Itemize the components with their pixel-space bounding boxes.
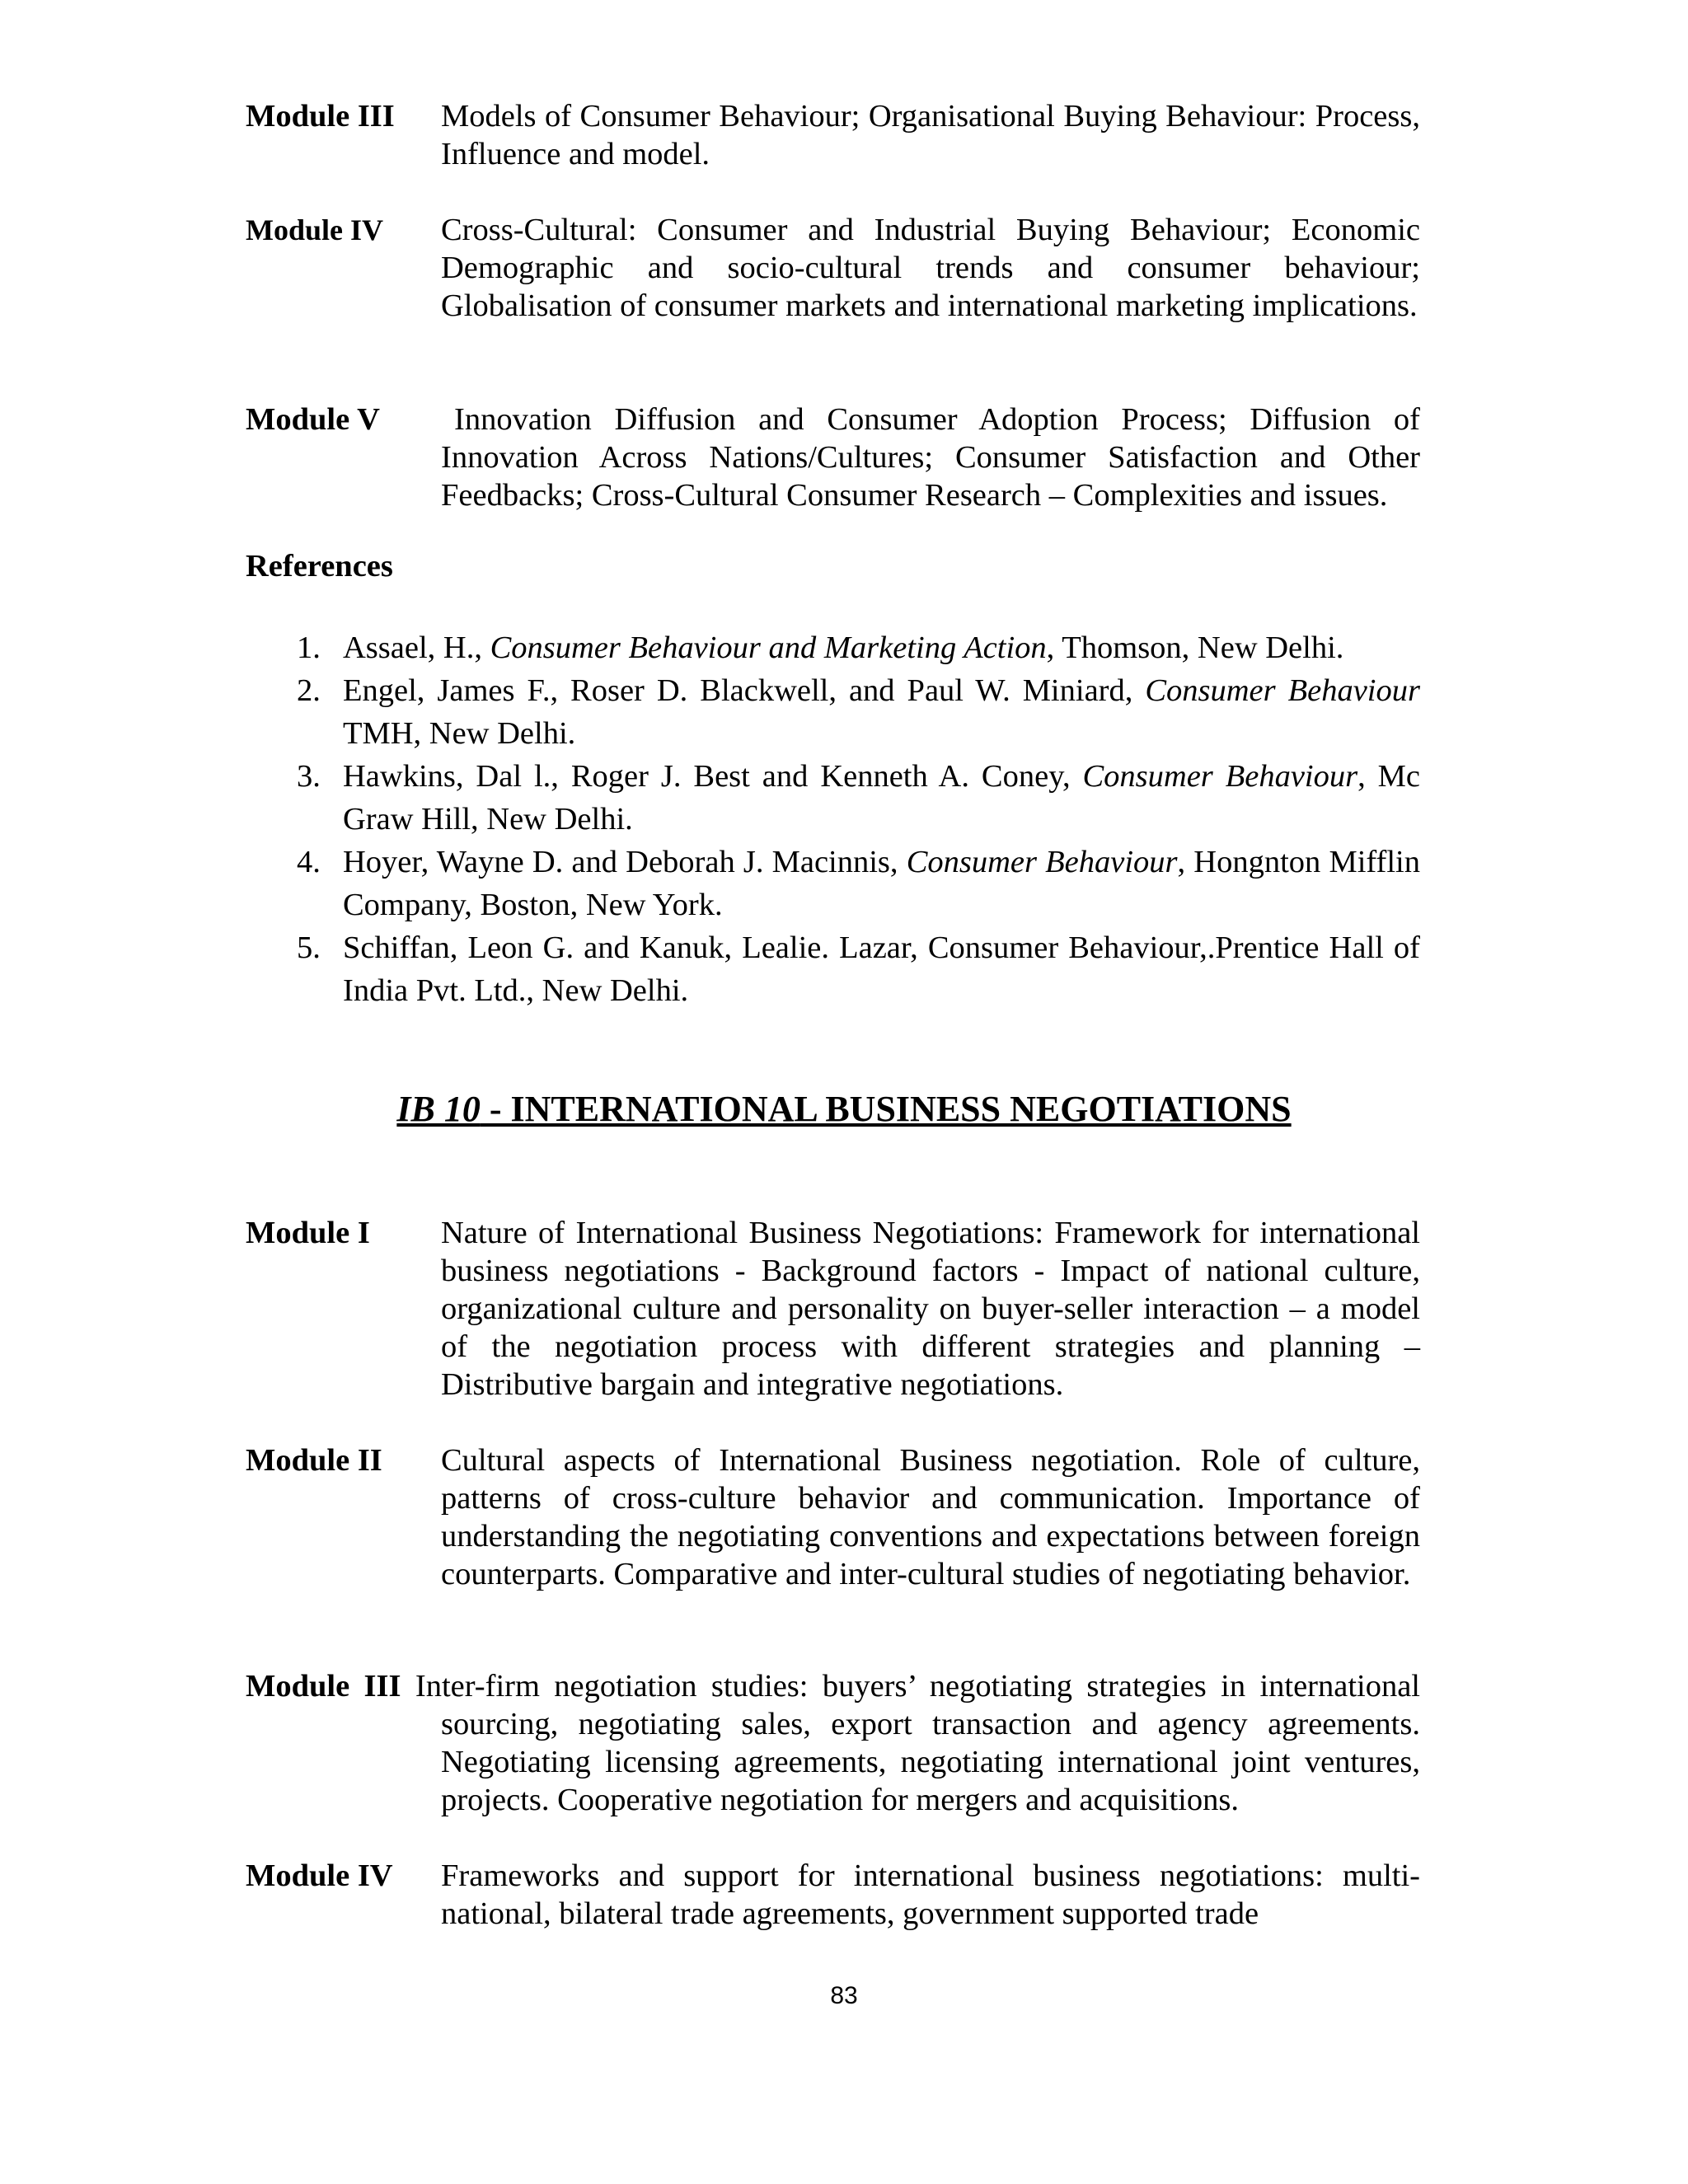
course-code: IB 10: [396, 1089, 481, 1129]
module-label: Module III: [246, 99, 395, 134]
reference-title: Consumer Behaviour and Marketing Action: [490, 630, 1047, 665]
module-label: Module IV: [246, 213, 384, 246]
reference-item: [297, 926, 1420, 1012]
module-i: [246, 1214, 1420, 1404]
course-separator: -: [480, 1089, 511, 1129]
reference-number: 5.: [297, 930, 321, 965]
reference-authors: Assael, H.,: [343, 630, 490, 665]
module-iv: [246, 1857, 1420, 1933]
reference-number: 2.: [297, 673, 321, 708]
reference-title: Consumer Behaviour: [1082, 759, 1358, 794]
module-label: Module III: [246, 1669, 401, 1704]
course-name: INTERNATIONAL BUSINESS NEGOTIATIONS: [510, 1089, 1292, 1129]
module-text: Frameworks and support for international business negotiations: multi-national, bilateral trade agreements, government supported trade: [441, 1858, 1420, 1931]
reference-number: 1.: [297, 630, 321, 665]
reference-authors: Schiffan, Leon G. and Kanuk, Lealie. Lazar, Consumer Behaviour,.Prentice Hall of India Pvt. Ltd., New Delhi.: [343, 930, 1420, 1008]
references-heading: References: [246, 549, 393, 583]
references-list: [297, 626, 1420, 1012]
module-text: Innovation Diffusion and Consumer Adoption Process; Diffusion of Innovation Across Nations/Cultures; Consumer Satisfaction and Other Feedbacks; Cross-Cultural Consumer Research – Complexities and issues.: [441, 402, 1420, 513]
module-text: Cultural aspects of International Business negotiation. Role of culture, patterns of cross-culture behavior and communication. Importance of understanding the negotiating conventions and expectations between foreign counterparts. Comparative and inter-cultural studies of negotiating behavior.: [441, 1443, 1420, 1591]
reference-authors: Hawkins, Dal l., Roger J. Best and Kenneth A. Coney,: [343, 759, 1083, 794]
reference-publisher: , Thomson, New Delhi.: [1046, 630, 1344, 665]
reference-title: Consumer Behaviour: [1145, 673, 1420, 708]
prev-module-v: [246, 401, 1420, 514]
reference-item: [297, 841, 1420, 926]
reference-publisher: , Mc Graw Hill, New Delhi.: [343, 759, 1420, 837]
module-iii: [246, 1667, 1420, 1819]
module-text: Inter-firm negotiation studies: buyers’ negotiating strategies in international sourcing, negotiating sales, export transaction and agency agreements. Negotiating licensing agreements, negotiating international joint ventures, projects. Cooperative negotiation for mergers and acquisitions.: [415, 1669, 1421, 1817]
reference-authors: Hoyer, Wayne D. and Deborah J. Macinnis,: [343, 845, 907, 879]
module-label: Module IV: [246, 1858, 393, 1893]
reference-number: 4.: [297, 845, 321, 879]
reference-publisher: TMH, New Delhi.: [343, 716, 576, 751]
module-label: Module I: [246, 1216, 370, 1250]
reference-item: [297, 669, 1420, 755]
module-label: Module V: [246, 402, 380, 437]
module-label: Module II: [246, 1443, 382, 1478]
module-text: Cross-Cultural: Consumer and Industrial Buying Behaviour; Economic Demographic and socio-cultural trends and consumer behaviour; Globalisation of consumer markets and international marketing implications.: [441, 213, 1420, 323]
module-text: Nature of International Business Negotiations: Framework for international business negotiations - Background factors - Impact of national culture, organizational culture and personality on buyer-seller interaction – a model of the negotiation process with different strategies and planning – Distributive bargain and integrative negotiations.: [441, 1216, 1420, 1402]
module-ii: [246, 1441, 1420, 1593]
prev-module-iv: [246, 211, 1420, 325]
reference-number: 3.: [297, 759, 321, 794]
reference-title: Consumer Behaviour: [906, 845, 1178, 879]
page-number: 83: [830, 1982, 858, 2009]
reference-item: [297, 626, 1420, 669]
reference-item: [297, 755, 1420, 841]
reference-authors: Engel, James F., Roser D. Blackwell, and Paul W. Miniard,: [343, 673, 1146, 708]
reference-publisher: , Hongnton Mifflin Company, Boston, New York.: [343, 845, 1420, 922]
module-text: Models of Consumer Behaviour; Organisational Buying Behaviour: Process, Influence and model.: [441, 99, 1420, 171]
prev-module-iii: [246, 97, 1420, 173]
course-title: [0, 1088, 1688, 1130]
